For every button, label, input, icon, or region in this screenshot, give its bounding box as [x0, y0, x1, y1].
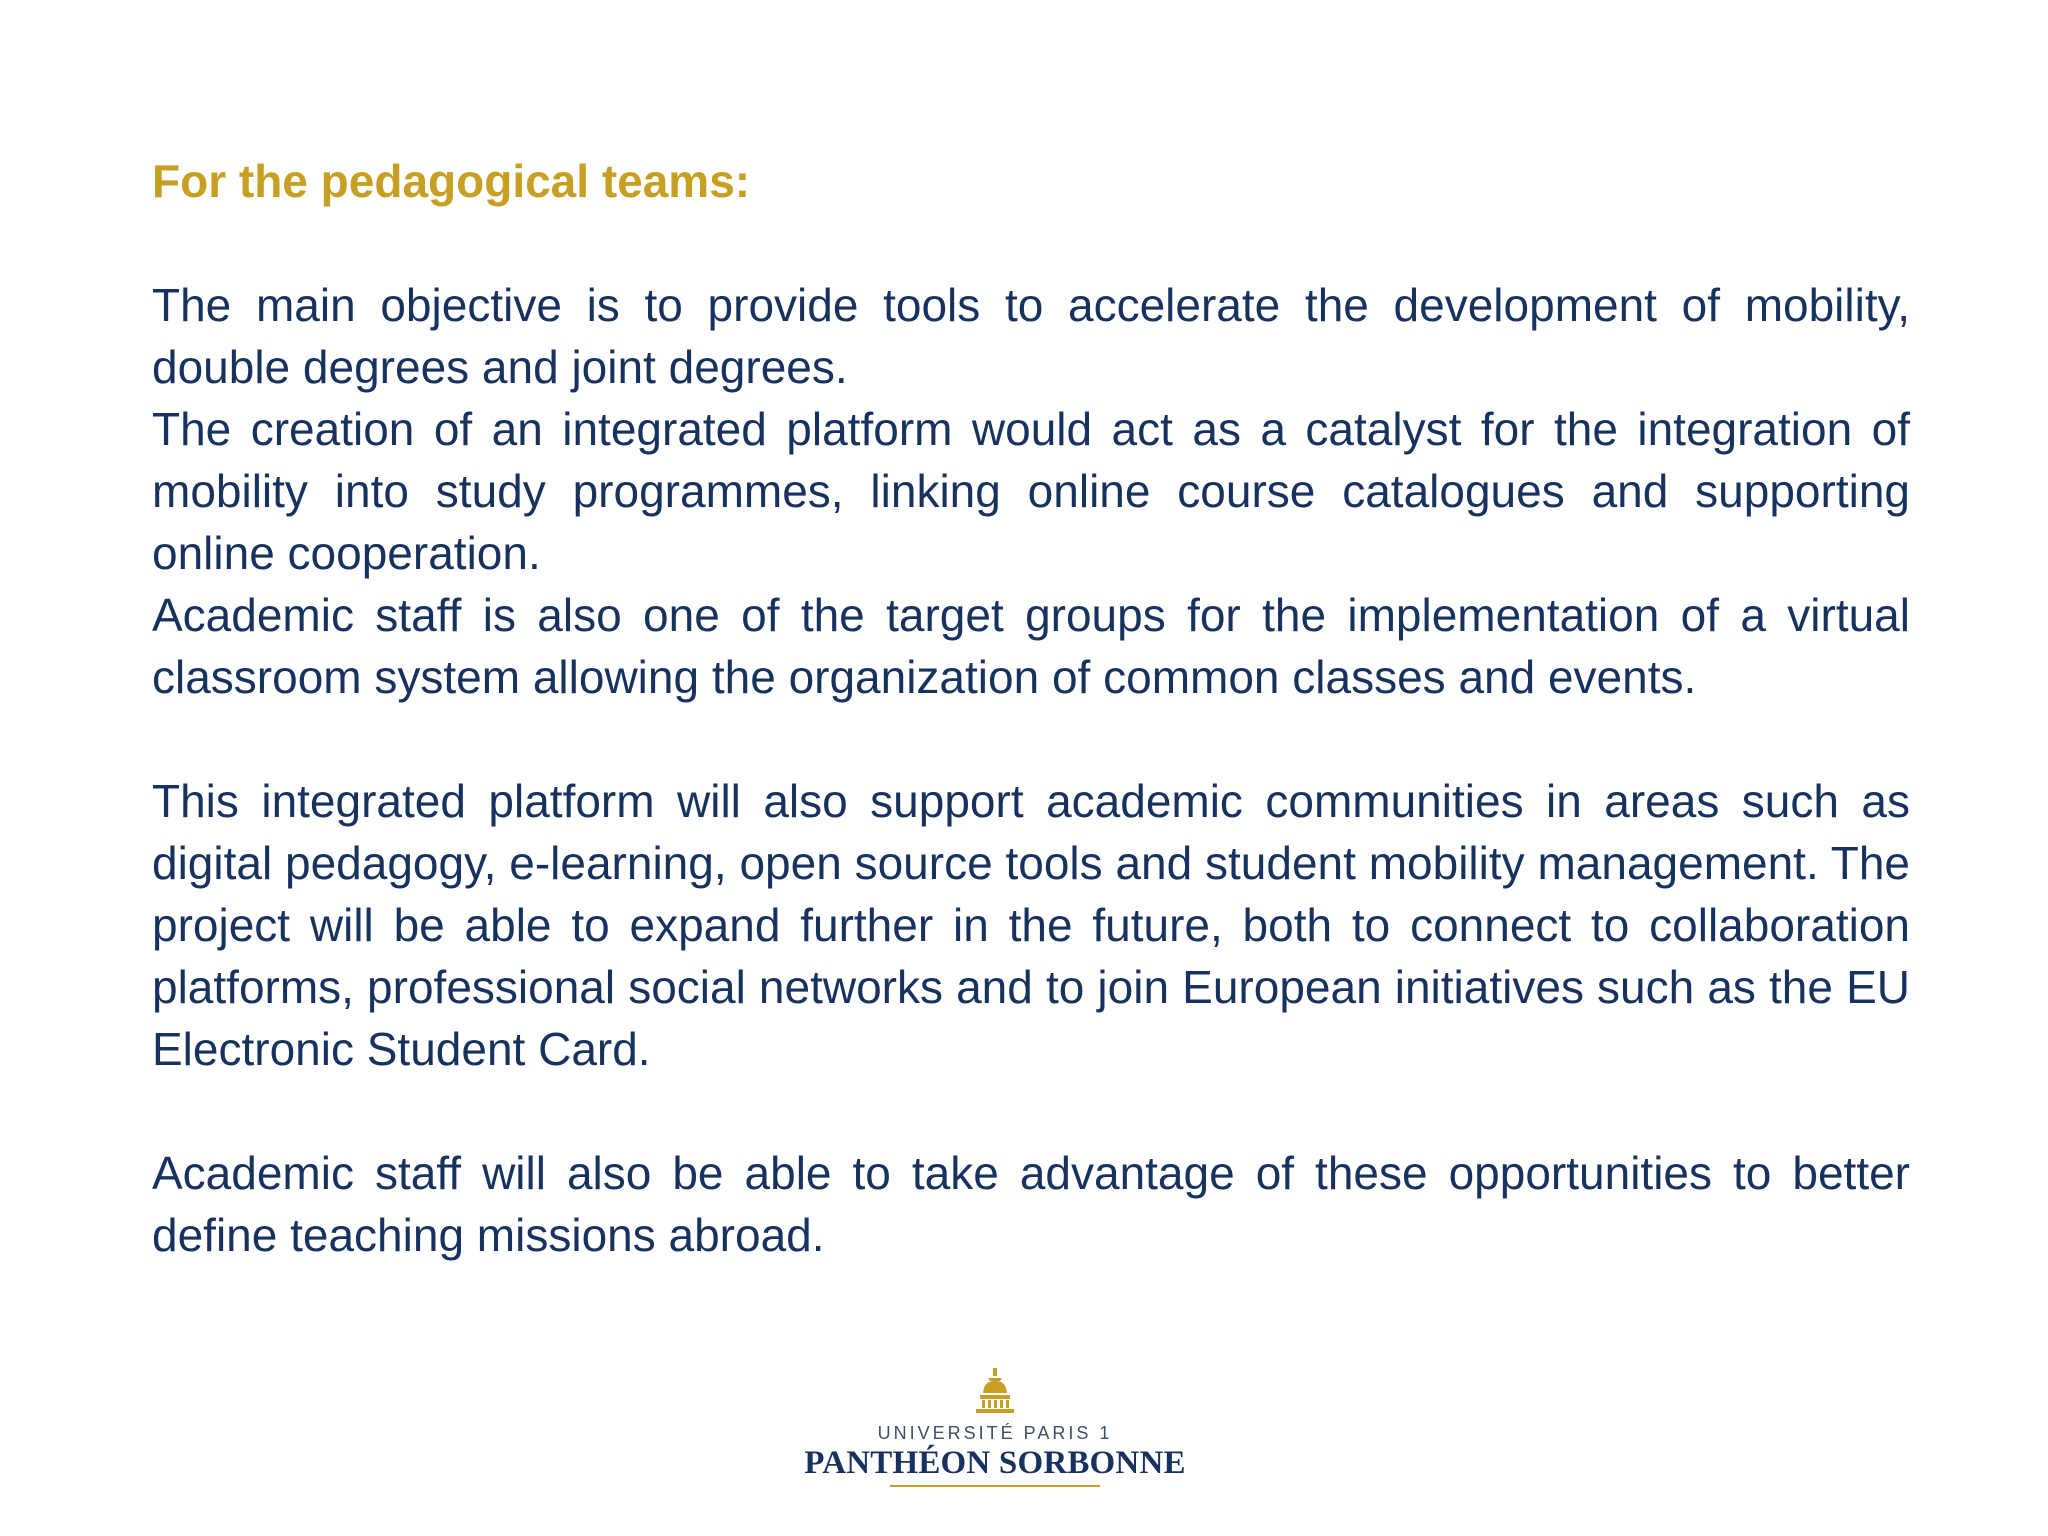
paragraph-gap — [152, 1080, 1910, 1142]
paragraph-academic-staff: Academic staff is also one of the target groups for the implementation of a virtual classroom system allowing the organization of common classes and events. — [152, 589, 1910, 703]
logo-pantheon-sorbonne: PANTHÉON SORBONNE — [804, 1445, 1186, 1481]
slide-content — [152, 150, 1910, 1266]
paragraph-gap — [152, 708, 1910, 770]
university-logo — [770, 1368, 1220, 1508]
paragraph-missions: Academic staff will also be able to take advantage of these opportunities to better define teaching missions abroad. — [152, 1147, 1910, 1261]
logo-underline — [890, 1485, 1100, 1487]
paragraph-communities: This integrated platform will also support academic communities in areas such as digital pedagogy, e-learning, open source tools and student mobility management. The project will be able to expand further in the future, both to connect to collaboration platforms, professional social networks and to join European initiatives such as the EU Electronic Student Card. — [152, 775, 1910, 1075]
logo-university-name: UNIVERSITÉ PARIS 1 — [877, 1423, 1113, 1443]
paragraph-platform: The creation of an integrated platform would act as a catalyst for the integration of mobility into study programmes, linking online course catalogues and supporting online cooperation. — [152, 403, 1910, 579]
paragraph-objective: The main objective is to provide tools to accelerate the development of mobility, double degrees and joint degrees. — [152, 279, 1910, 393]
section-heading: For the pedagogical teams: — [152, 155, 751, 207]
pantheon-dome-icon — [966, 1368, 1024, 1416]
